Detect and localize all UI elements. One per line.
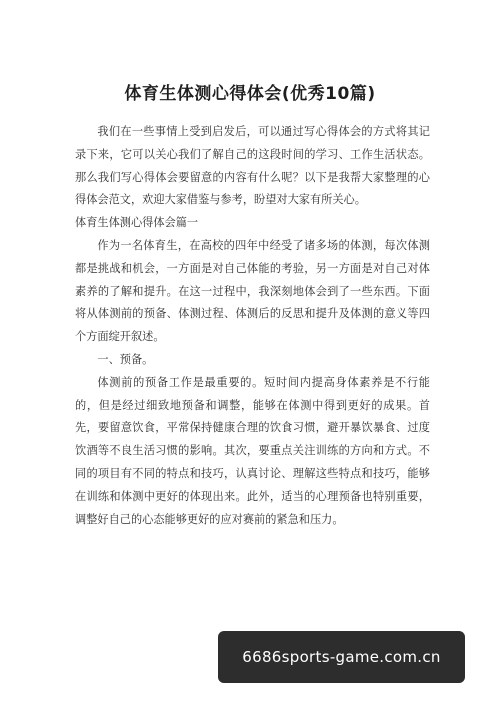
intro-paragraph: 我们在一些事情上受到启发后，可以通过写心得体会的方式将其记录下来，它可以关心我们了解自己的这段时间的学习、工作生活状态。那么我们写心得体会要留意的内容有什么呢？以下是我帮大家整理的心得体会范文，欢迎大家借鉴与参考，盼望对大家有所关心。 <box>75 125 430 207</box>
body-paragraph: 作为一名体育生，在高校的四年中经受了诸多场的体测，每次体测都是挑战和机会，一方面是对自己体能的考验，另一方面是对自己对体素养的了解和提升。在这一过程中，我深刻地体会到了一些东西。下面将从体测前的预备、体测过程、体测后的反思和提升及体测的意义等四个方面绽开叙述。 <box>75 238 430 344</box>
document-body <box>75 121 430 531</box>
document-title: 体育生体测心得体会(优秀10篇) <box>124 84 376 104</box>
body-paragraph: 体测前的预备工作是最重要的。短时间内提高身体素养是不行能的，但是经过细致地预备和调整，能够在体测中得到更好的成果。首先，要留意饮食，平常保持健康合理的饮食习惯，避开暴饮暴食、过度饮酒等不良生活习惯的影响。其次，要重点关注训练的方向和方式。不同的项目有不同的特点和技巧，认真讨论、理解这些特点和技巧，能够在训练和体测中更好的体现出来。此外，适当的心理预备也特别重要，调整好自己的心态能够更好的应对赛前的紧急和压力。 <box>75 375 430 526</box>
subsection-heading: 一、预备。 <box>97 352 154 366</box>
section-heading: 体育生体测心得体会篇一 <box>75 216 199 230</box>
watermark-banner: 6686sports-game.com.cn <box>218 631 465 683</box>
